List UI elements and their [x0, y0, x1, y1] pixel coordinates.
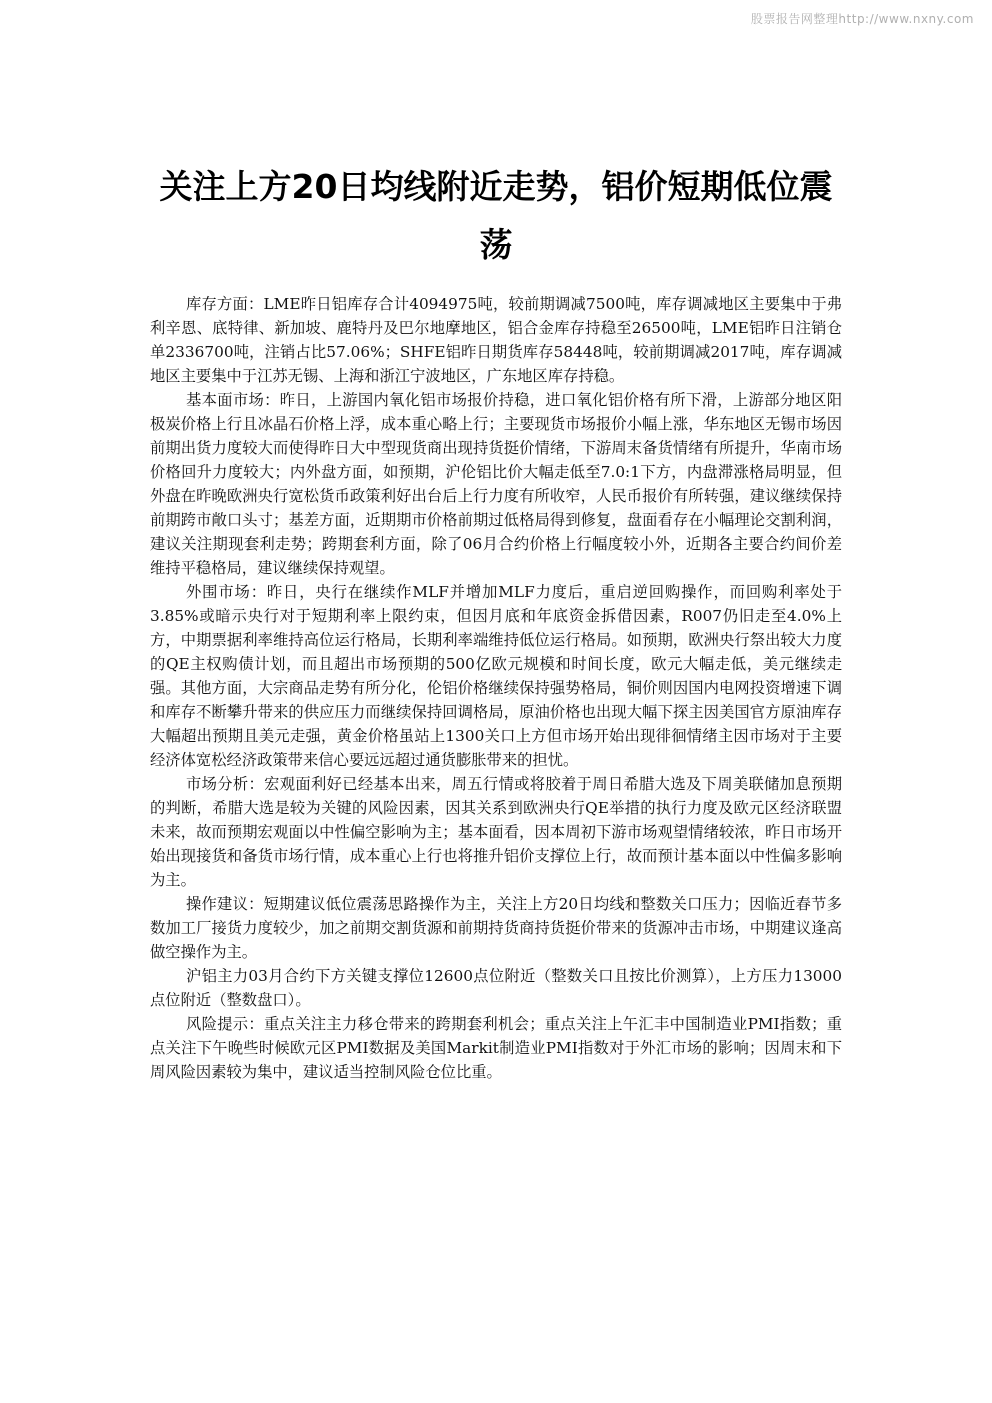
header-watermark: 股票报告网整理http://www.nxny.com: [750, 12, 974, 26]
paragraph-risk-warning: 风险提示：重点关注主力移仓带来的跨期套利机会；重点关注上午汇丰中国制造业PMI指数；重点关注下午晚些时候欧元区PMI数据及美国Markit制造业PMI指数对于外汇市场的影响；因周末和下周风险因素较为集中，建议适当控制风险仓位比重。: [150, 1015, 842, 1081]
document-title: 关注上方20日均线附近走势，铝价短期低位震荡: [159, 167, 833, 264]
paragraph-price-levels: 沪铝主力03月合约下方关键支撑位12600点位附近（整数关口且按比价测算），上方压力13000点位附近（整数盘口）。: [150, 967, 842, 1009]
paragraph-inventory: 库存方面：LME昨日铝库存合计4094975吨，较前期调减7500吨，库存调减地区主要集中于弗利辛恩、底特律、新加坡、鹿特丹及巴尔地摩地区，铝合金库存持稳至26500吨，LME铝昨日注销仓单2336700吨，注销占比57.06%；SHFE铝昨日期货库存58448吨，较前期调减2017吨，库存调减地区主要集中于江苏无锡、上海和浙江宁波地区，广东地区库存持稳。: [150, 295, 842, 385]
paragraph-market-analysis: 市场分析：宏观面利好已经基本出来，周五行情或将胶着于周日希腊大选及下周美联储加息预期的判断，希腊大选是较为关键的风险因素，因其关系到欧洲央行QE举措的执行力度及欧元区经济联盟未来，故而预期宏观面以中性偏空影响为主；基本面看，因本周初下游市场观望情绪较浓，昨日市场开始出现接货和备货市场行情，成本重心上行也将推升铝价支撑位上行，故而预计基本面以中性偏多影响为主。: [150, 775, 842, 889]
paragraph-external-market: 外围市场：昨日，央行在继续作MLF并增加MLF力度后，重启逆回购操作，而回购利率处于3.85%或暗示央行对于短期利率上限约束，但因月底和年底资金拆借因素，R007仍旧走至4.0%上方，中期票据利率维持高位运行格局，长期利率端维持低位运行格局。如预期，欧洲央行祭出较大力度的QE主权购债计划，而且超出市场预期的500亿欧元规模和时间长度，欧元大幅走低，美元继续走强。其他方面，大宗商品走势有所分化，伦铝价格继续保持强势格局，铜价则因国内电网投资增速下调和库存不断攀升带来的供应压力而继续保持回调格局，原油价格也出现大幅下探主因美国官方原油库存大幅超出预期且美元走强，黄金价格虽站上1300关口上方但市场开始出现徘徊情绪主因市场对于主要经济体宽松经济政策带来信心要远远超过通货膨胀带来的担忧。: [150, 583, 842, 769]
paragraph-fundamentals: 基本面市场：昨日，上游国内氧化铝市场报价持稳，进口氧化铝价格有所下滑，上游部分地区阳极炭价格上行且冰晶石价格上浮，成本重心略上行；主要现货市场报价小幅上涨，华东地区无锡市场因前期出货力度较大而使得昨日大中型现货商出现持货挺价情绪，下游周末备货情绪有所提升，华南市场价格回升力度较大；内外盘方面，如预期，沪伦铝比价大幅走低至7.0:1下方，内盘滞涨格局明显，但外盘在昨晚欧洲央行宽松货币政策利好出台后上行力度有所收窄，人民币报价有所转强，建议继续保持前期跨市敞口头寸；基差方面，近期期市价格前期过低格局得到修复，盘面看存在小幅理论交割利润，建议关注期现套利走势；跨期套利方面，除了06月合约价格上行幅度较小外，近期各主要合约间价差维持平稳格局，建议继续保持观望。: [150, 391, 842, 577]
paragraph-trading-advice: 操作建议：短期建议低位震荡思路操作为主，关注上方20日均线和整数关口压力；因临近春节多数加工厂接货力度较少，加之前期交割货源和前期持货商持货挺价带来的货源冲击市场，中期建议逢高做空操作为主。: [150, 895, 842, 961]
document-body: [150, 292, 842, 1084]
